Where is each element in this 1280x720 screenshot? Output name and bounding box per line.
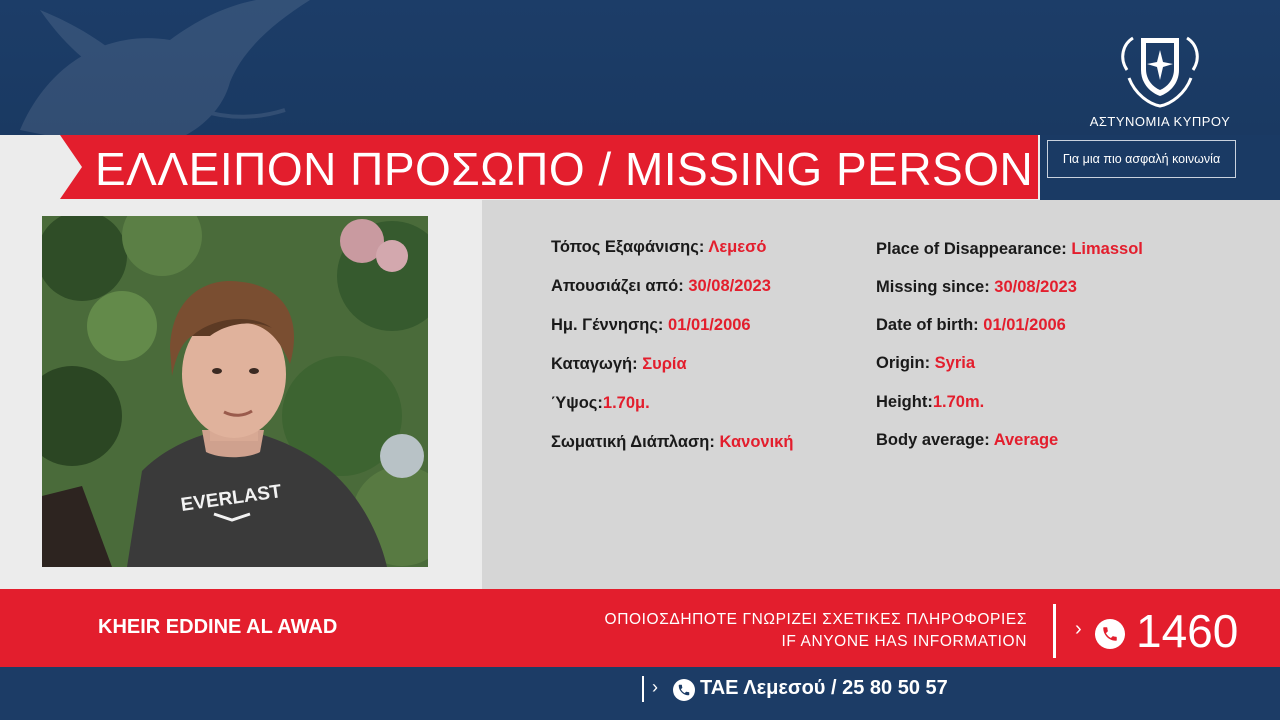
phone-icon[interactable] xyxy=(1095,619,1125,649)
local-office: ΤΑΕ Λεμεσού xyxy=(700,677,826,699)
detail-greek-build xyxy=(551,433,793,452)
detail-value: 01/01/2006 xyxy=(983,316,1066,334)
detail-label: Body average: xyxy=(876,431,990,449)
detail-label: Ύψος: xyxy=(551,394,603,412)
chevron-right-icon: › xyxy=(1075,618,1082,640)
detail-value: 01/01/2006 xyxy=(668,316,751,334)
local-phone: / 25 80 50 57 xyxy=(831,677,948,699)
detail-greek-birth-date xyxy=(551,316,751,335)
phone-icon[interactable] xyxy=(673,679,695,701)
info-request xyxy=(605,609,1027,653)
detail-greek-origin xyxy=(551,355,687,374)
detail-value: Λεμεσό xyxy=(708,238,767,256)
detail-label: Απουσιάζει από: xyxy=(551,277,684,295)
person-name: KHEIR EDDINE AL AWAD xyxy=(98,616,338,638)
detail-label: Σωματική Διάπλαση: xyxy=(551,433,715,451)
detail-label: Height: xyxy=(876,393,933,411)
info-request-english: IF ANYONE HAS INFORMATION xyxy=(781,633,1027,650)
detail-label: Τόπος Εξαφάνισης: xyxy=(551,238,705,256)
phone-glyph xyxy=(677,683,691,697)
local-contact[interactable] xyxy=(700,677,948,700)
footer-divider xyxy=(642,676,644,702)
dove-watermark-icon xyxy=(0,0,340,135)
person-photo xyxy=(42,216,428,567)
detail-english-place xyxy=(876,240,1143,259)
detail-greek-missing-since xyxy=(551,277,771,296)
detail-english-height xyxy=(876,393,984,412)
detail-value: Syria xyxy=(934,354,976,372)
detail-english-missing-since xyxy=(876,278,1077,297)
slogan-box: Για μια πιο ασφαλή κοινωνία xyxy=(1047,140,1236,178)
detail-label: Καταγωγή: xyxy=(551,355,638,373)
detail-label: Missing since: xyxy=(876,278,990,296)
detail-label: Place of Disappearance: xyxy=(876,240,1067,258)
detail-value: Average xyxy=(993,431,1059,449)
detail-greek-height xyxy=(551,394,650,413)
phone-glyph xyxy=(1101,625,1119,643)
detail-label: Origin: xyxy=(876,354,931,372)
detail-value: Limassol xyxy=(1071,240,1143,258)
detail-value: 30/08/2023 xyxy=(994,278,1077,296)
police-logo xyxy=(1085,30,1235,129)
chevron-right-icon: › xyxy=(652,677,658,697)
person-photo-illustration xyxy=(42,216,428,567)
detail-value: 30/08/2023 xyxy=(688,277,771,295)
detail-english-origin xyxy=(876,354,975,373)
detail-value: 1.70m. xyxy=(932,393,985,411)
detail-value: 1.70μ. xyxy=(602,394,650,412)
page-title: ΕΛΛΕΙΠΟΝ ΠΡΟΣΩΠΟ / MISSING PERSON xyxy=(95,143,1034,195)
contact-divider xyxy=(1053,604,1056,658)
detail-value: Συρία xyxy=(642,355,687,373)
detail-greek-place xyxy=(551,238,766,257)
hotline-number[interactable]: 1460 xyxy=(1136,605,1239,657)
shirt-logo-text: EVERLAST xyxy=(179,481,283,517)
detail-english-build xyxy=(876,431,1058,450)
detail-label: Ημ. Γέννησης: xyxy=(551,316,664,334)
detail-value: Κανονική xyxy=(719,433,794,451)
detail-label: Date of birth: xyxy=(876,316,979,334)
police-name: ΑΣΤΥΝΟΜΙΑ ΚΥΠΡΟΥ xyxy=(1089,114,1231,129)
info-request-greek: ΟΠΟΙΟΣΔΗΠΟΤΕ ΓΝΩΡΙΖΕΙ ΣΧΕΤΙΚΕΣ ΠΛΗΡΟΦΟΡΙΕΣ xyxy=(604,611,1027,628)
detail-english-birth-date xyxy=(876,316,1066,335)
footer-bar xyxy=(0,667,1280,720)
police-crest-icon xyxy=(1115,30,1205,110)
